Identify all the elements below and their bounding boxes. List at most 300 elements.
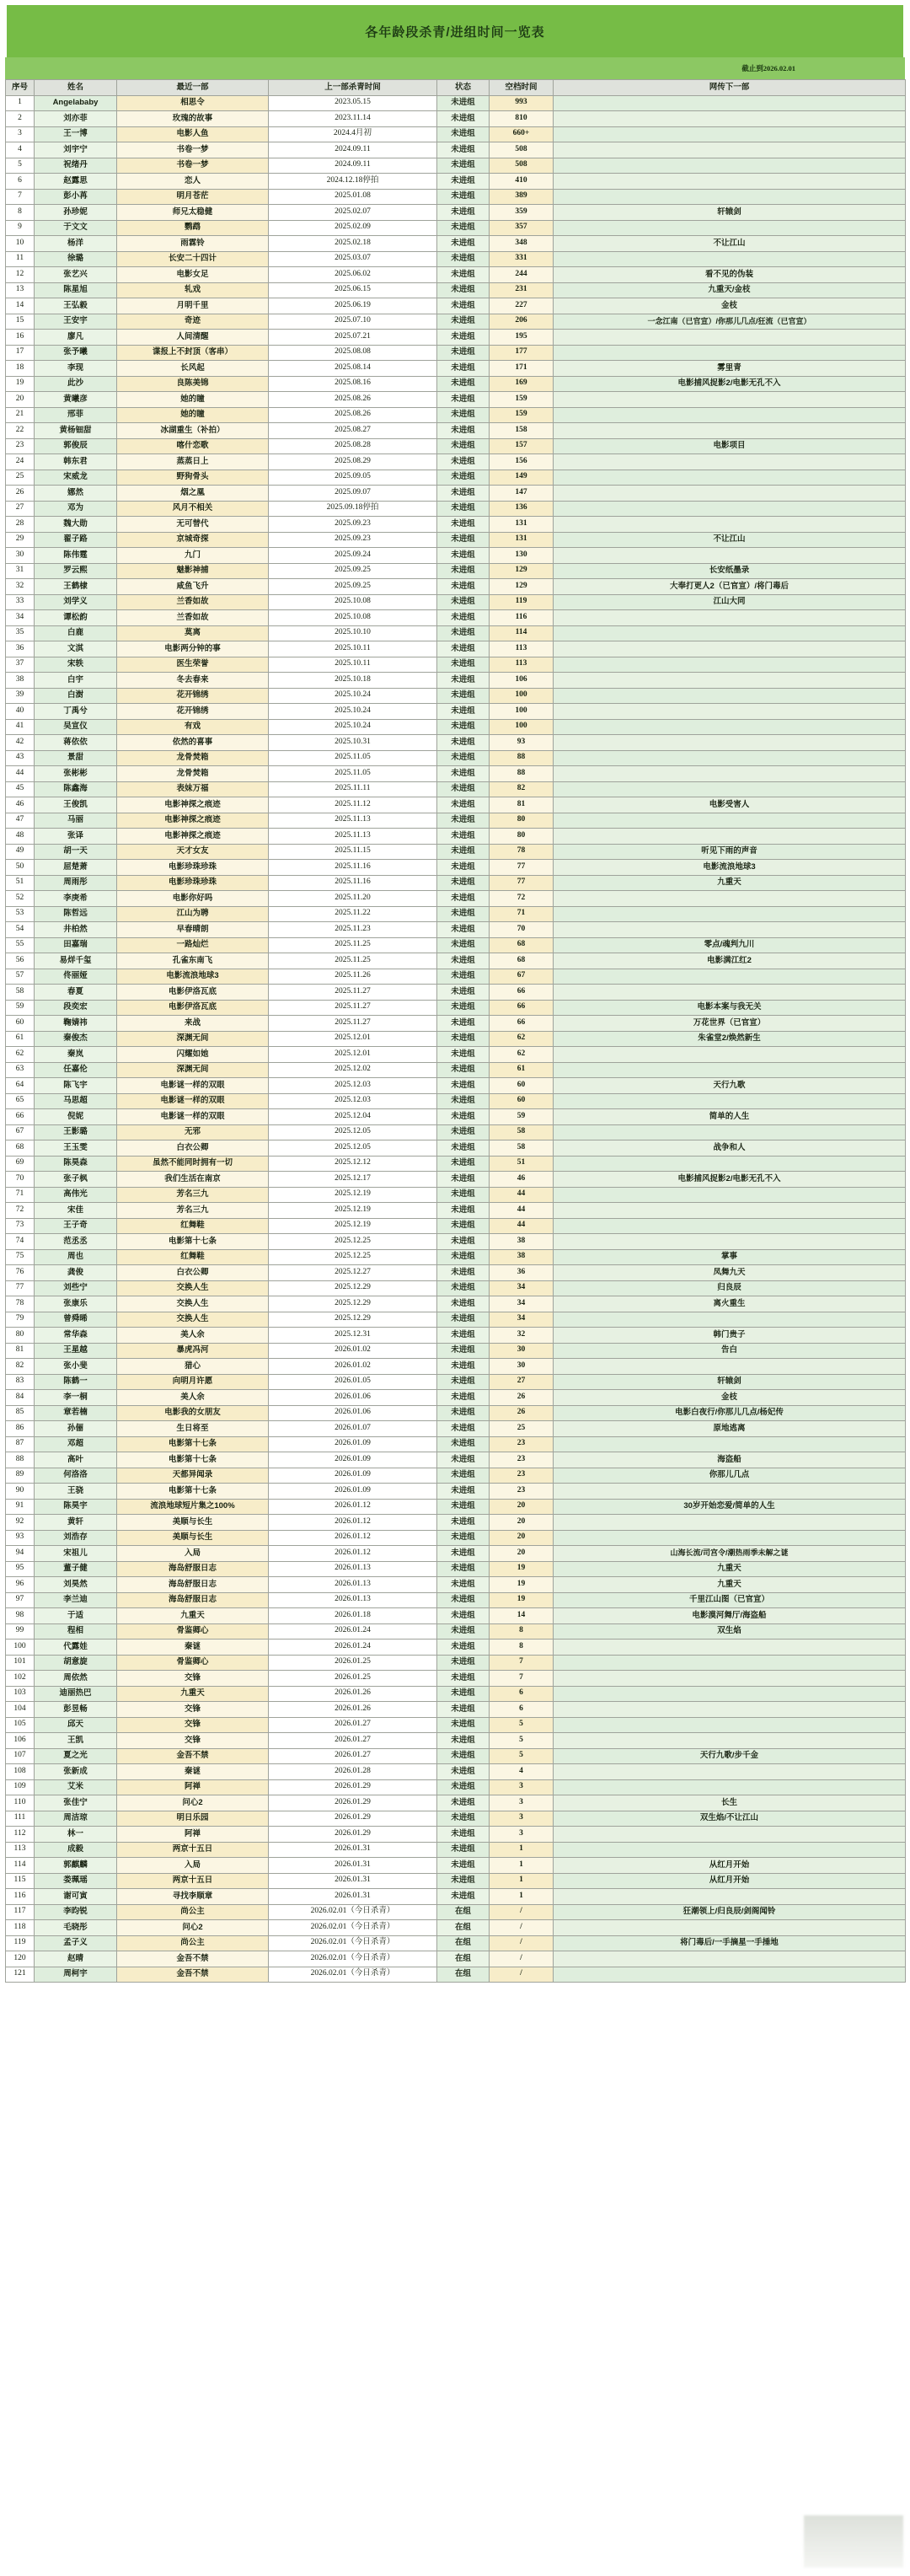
cell-idx: 3 <box>6 126 35 142</box>
cell-name: 章若楠 <box>35 1405 117 1421</box>
cell-name: 周洁琼 <box>35 1811 117 1827</box>
cell-work: 美人余 <box>117 1390 269 1406</box>
cell-state: 未进组 <box>437 875 490 891</box>
cell-idx: 34 <box>6 610 35 626</box>
cell-date: 2026.01.31 <box>269 1873 437 1889</box>
table-row <box>6 1858 906 1874</box>
table-row <box>6 142 906 158</box>
table-row <box>6 937 906 953</box>
cell-name: 周也 <box>35 1249 117 1265</box>
cell-date: 2025.06.02 <box>269 267 437 283</box>
cell-gap: 44 <box>490 1218 554 1234</box>
table-row <box>6 781 906 797</box>
cell-state: 未进组 <box>437 891 490 907</box>
cell-work: 江山为聘 <box>117 906 269 922</box>
cell-work: 电影谜一样的双眼 <box>117 1109 269 1125</box>
cell-state: 未进组 <box>437 1031 490 1047</box>
cell-next <box>554 657 906 673</box>
cell-gap: 23 <box>490 1468 554 1484</box>
cell-gap: 72 <box>490 891 554 907</box>
cell-next <box>554 1234 906 1250</box>
cell-idx: 49 <box>6 844 35 860</box>
cell-state: 未进组 <box>437 719 490 735</box>
cell-date: 2026.01.26 <box>269 1686 437 1702</box>
cell-idx: 13 <box>6 282 35 298</box>
cell-gap: 44 <box>490 1203 554 1219</box>
cell-idx: 83 <box>6 1374 35 1390</box>
table-row <box>6 392 906 408</box>
cell-name: 佟丽娅 <box>35 969 117 985</box>
cell-next: 电影白夜行/你那儿几点/杨妃传 <box>554 1405 906 1421</box>
cell-next: 看不见的伪装 <box>554 267 906 283</box>
cell-next <box>554 1640 906 1656</box>
table-row <box>6 1640 906 1656</box>
cell-name: 宋祖儿 <box>35 1546 117 1562</box>
cell-date: 2025.12.17 <box>269 1172 437 1188</box>
cell-idx: 44 <box>6 766 35 782</box>
cell-work: 入局 <box>117 1546 269 1562</box>
cell-state: 未进组 <box>437 1858 490 1874</box>
cell-next <box>554 220 906 236</box>
cell-gap: 131 <box>490 517 554 533</box>
cell-state: 未进组 <box>437 1811 490 1827</box>
cell-gap: 100 <box>490 688 554 704</box>
cell-date: 2025.07.21 <box>269 330 437 346</box>
cell-idx: 117 <box>6 1904 35 1920</box>
cell-gap: 23 <box>490 1452 554 1468</box>
cell-state: 未进组 <box>437 548 490 564</box>
cell-work: 依然的喜事 <box>117 735 269 751</box>
cell-idx: 95 <box>6 1561 35 1577</box>
cell-next <box>554 486 906 502</box>
cell-gap: 410 <box>490 174 554 190</box>
cell-name: 赵晴 <box>35 1951 117 1967</box>
cell-name: 王影璐 <box>35 1124 117 1140</box>
cell-date: 2025.10.24 <box>269 719 437 735</box>
cell-date: 2025.06.15 <box>269 282 437 298</box>
cell-date: 2025.11.15 <box>269 844 437 860</box>
cell-work: 尚公主 <box>117 1904 269 1920</box>
cell-work: 尚公主 <box>117 1935 269 1951</box>
table-row <box>6 282 906 298</box>
table-row <box>6 922 906 938</box>
cell-work: 两京十五日 <box>117 1873 269 1889</box>
table-row <box>6 1546 906 1562</box>
cell-next: 韩门贵子 <box>554 1328 906 1344</box>
cell-date: 2025.08.29 <box>269 454 437 470</box>
cell-idx: 106 <box>6 1733 35 1749</box>
cell-work: 电影神探之痕迹 <box>117 829 269 845</box>
cell-idx: 7 <box>6 189 35 205</box>
table-row <box>6 1218 906 1234</box>
table-row <box>6 298 906 314</box>
cell-state: 未进组 <box>437 579 490 595</box>
cell-date: 2025.02.18 <box>269 236 437 252</box>
cell-gap: 231 <box>490 282 554 298</box>
cell-next: 零点/魂判九川 <box>554 937 906 953</box>
cell-name: 王一博 <box>35 126 117 142</box>
cell-next <box>554 735 906 751</box>
cell-next: 原地逃离 <box>554 1421 906 1437</box>
cell-gap: 68 <box>490 953 554 969</box>
cell-work: 白衣公卿 <box>117 1265 269 1281</box>
cell-gap: 20 <box>490 1530 554 1546</box>
cell-idx: 48 <box>6 829 35 845</box>
cell-name: 孙珍妮 <box>35 205 117 221</box>
cell-name: 白鹿 <box>35 625 117 641</box>
cell-state: 未进组 <box>437 1717 490 1733</box>
table-row <box>6 563 906 579</box>
cell-idx: 6 <box>6 174 35 190</box>
cell-next <box>554 813 906 829</box>
cell-state: 未进组 <box>437 844 490 860</box>
cell-idx: 20 <box>6 392 35 408</box>
cell-state: 未进组 <box>437 1640 490 1656</box>
cell-name: 李庚希 <box>35 891 117 907</box>
cell-gap: 88 <box>490 750 554 766</box>
cell-state: 未进组 <box>437 1499 490 1515</box>
cell-state: 未进组 <box>437 953 490 969</box>
table-row <box>6 1359 906 1375</box>
cell-date: 2025.12.19 <box>269 1203 437 1219</box>
cell-state: 未进组 <box>437 1561 490 1577</box>
cell-gap: 508 <box>490 158 554 174</box>
cell-date: 2026.01.31 <box>269 1858 437 1874</box>
cell-state: 未进组 <box>437 1296 490 1312</box>
cell-idx: 61 <box>6 1031 35 1047</box>
cell-work: 明日乐园 <box>117 1811 269 1827</box>
table-row <box>6 610 906 626</box>
cell-idx: 63 <box>6 1062 35 1078</box>
cell-date: 2025.09.23 <box>269 532 437 548</box>
cell-state: 未进组 <box>437 220 490 236</box>
cell-work: 天都异闻录 <box>117 1468 269 1484</box>
cell-next <box>554 111 906 127</box>
cell-work: 烟之凰 <box>117 486 269 502</box>
cell-idx: 55 <box>6 937 35 953</box>
cell-name: 刘昊然 <box>35 1577 117 1593</box>
cell-work: 两京十五日 <box>117 1842 269 1858</box>
cell-idx: 41 <box>6 719 35 735</box>
table-row <box>6 1779 906 1795</box>
cell-work: 京城奇探 <box>117 532 269 548</box>
table-row <box>6 189 906 205</box>
cell-idx: 73 <box>6 1218 35 1234</box>
cell-work: 问心2 <box>117 1920 269 1936</box>
cell-idx: 98 <box>6 1608 35 1624</box>
cell-name: 刘学义 <box>35 594 117 610</box>
table-row <box>6 1343 906 1359</box>
cell-date: 2026.01.27 <box>269 1748 437 1764</box>
table-row <box>6 438 906 454</box>
table-row <box>6 1280 906 1296</box>
cell-date: 2025.12.29 <box>269 1296 437 1312</box>
cell-date: 2026.01.09 <box>269 1484 437 1500</box>
cell-next <box>554 1187 906 1203</box>
table-row <box>6 1499 906 1515</box>
cell-gap: 1 <box>490 1889 554 1905</box>
cell-date: 2026.02.01（今日杀青） <box>269 1920 437 1936</box>
cell-work: 红舞鞋 <box>117 1218 269 1234</box>
cell-date: 2025.09.07 <box>269 486 437 502</box>
cell-next: 长生 <box>554 1795 906 1811</box>
cell-idx: 89 <box>6 1468 35 1484</box>
cell-work: 良陈美锦 <box>117 376 269 392</box>
cell-date: 2025.06.19 <box>269 298 437 314</box>
cell-date: 2025.10.24 <box>269 688 437 704</box>
cell-name: 董子健 <box>35 1561 117 1577</box>
cell-name: 田嘉瑞 <box>35 937 117 953</box>
cell-idx: 108 <box>6 1764 35 1780</box>
cell-date: 2026.01.09 <box>269 1436 437 1452</box>
cell-state: 未进组 <box>437 688 490 704</box>
cell-name: 孟子义 <box>35 1935 117 1951</box>
cell-date: 2026.01.29 <box>269 1811 437 1827</box>
cell-next: 凤舞九天 <box>554 1265 906 1281</box>
cell-state: 在组 <box>437 1904 490 1920</box>
cell-date: 2026.02.01（今日杀青） <box>269 1951 437 1967</box>
cell-gap: 32 <box>490 1328 554 1344</box>
cell-gap: 51 <box>490 1156 554 1172</box>
schedule-table <box>5 79 906 1983</box>
cell-gap: 157 <box>490 438 554 454</box>
cell-work: 美顺与长生 <box>117 1530 269 1546</box>
cell-next: 大奉打更人2（已官宣）/将门毒后 <box>554 579 906 595</box>
cell-state: 未进组 <box>437 1686 490 1702</box>
cell-name: 王弘毅 <box>35 298 117 314</box>
cell-state: 未进组 <box>437 532 490 548</box>
cell-next: 一念江南（已官宣）/你那儿几点/狂流（已官宣） <box>554 314 906 330</box>
table-row <box>6 1686 906 1702</box>
cell-idx: 119 <box>6 1935 35 1951</box>
cell-name: 白澍 <box>35 688 117 704</box>
cell-state: 未进组 <box>437 158 490 174</box>
cell-state: 未进组 <box>437 1873 490 1889</box>
cell-work: 阿禅 <box>117 1827 269 1843</box>
cell-gap: 227 <box>490 298 554 314</box>
table-row <box>6 1623 906 1640</box>
cell-idx: 111 <box>6 1811 35 1827</box>
cell-idx: 5 <box>6 158 35 174</box>
table-row <box>6 1577 906 1593</box>
cell-idx: 66 <box>6 1109 35 1125</box>
cell-idx: 74 <box>6 1234 35 1250</box>
table-row <box>6 1764 906 1780</box>
cell-idx: 116 <box>6 1889 35 1905</box>
cell-gap: 113 <box>490 657 554 673</box>
cell-gap: 20 <box>490 1515 554 1531</box>
cell-idx: 62 <box>6 1047 35 1063</box>
cell-gap: 70 <box>490 922 554 938</box>
cell-date: 2025.08.14 <box>269 361 437 377</box>
cell-work: 芳名三九 <box>117 1187 269 1203</box>
cell-idx: 115 <box>6 1873 35 1889</box>
cell-next <box>554 158 906 174</box>
cell-date: 2025.11.22 <box>269 906 437 922</box>
cell-name: 范丞丞 <box>35 1234 117 1250</box>
cell-idx: 40 <box>6 704 35 720</box>
cell-state: 未进组 <box>437 860 490 876</box>
table-row <box>6 1748 906 1764</box>
cell-name: 于文文 <box>35 220 117 236</box>
table-row <box>6 1234 906 1250</box>
cell-work: 寻找李顺章 <box>117 1889 269 1905</box>
cell-idx: 39 <box>6 688 35 704</box>
cell-name: 丁禹兮 <box>35 704 117 720</box>
cell-name: 周柯宇 <box>35 1967 117 1983</box>
cell-name: 周依然 <box>35 1671 117 1687</box>
cell-name: 谢可寅 <box>35 1889 117 1905</box>
cell-work: 向明月许愿 <box>117 1374 269 1390</box>
cell-next <box>554 501 906 517</box>
cell-work: 书卷一梦 <box>117 158 269 174</box>
cell-name: 刘些宁 <box>35 1280 117 1296</box>
cell-gap: 171 <box>490 361 554 377</box>
cell-state: 未进组 <box>437 1156 490 1172</box>
cell-gap: 34 <box>490 1296 554 1312</box>
table-row <box>6 1000 906 1016</box>
cell-idx: 87 <box>6 1436 35 1452</box>
cell-work: 九重天 <box>117 1608 269 1624</box>
cell-gap: 20 <box>490 1499 554 1515</box>
table-row <box>6 1904 906 1920</box>
cell-state: 未进组 <box>437 1000 490 1016</box>
cell-date: 2025.11.13 <box>269 829 437 845</box>
cell-gap: 660+ <box>490 126 554 142</box>
cell-name: 马思超 <box>35 1093 117 1109</box>
cell-state: 未进组 <box>437 937 490 953</box>
cell-next: 电影满江红2 <box>554 953 906 969</box>
table-row <box>6 1093 906 1109</box>
cell-next: 简单的人生 <box>554 1109 906 1125</box>
cell-gap: 93 <box>490 735 554 751</box>
cell-gap: 3 <box>490 1795 554 1811</box>
cell-idx: 120 <box>6 1951 35 1967</box>
table-row <box>6 1515 906 1531</box>
cell-idx: 99 <box>6 1623 35 1640</box>
cell-date: 2025.10.11 <box>269 641 437 657</box>
cell-next: 电影流浪地球3 <box>554 860 906 876</box>
page-title: 各年龄段杀青/进组时间一览表 <box>365 24 545 40</box>
table-row <box>6 1889 906 1905</box>
cell-next: 雾里青 <box>554 361 906 377</box>
cell-work: 我们生活在南京 <box>117 1172 269 1188</box>
cell-work: 流浪地球短片集之100% <box>117 1499 269 1515</box>
cell-state: 未进组 <box>437 1343 490 1359</box>
cell-idx: 11 <box>6 251 35 267</box>
cell-state: 未进组 <box>437 361 490 377</box>
cell-next: 长安纸墨录 <box>554 563 906 579</box>
cell-name: 陈星旭 <box>35 282 117 298</box>
cell-idx: 75 <box>6 1249 35 1265</box>
cell-name: 黄轩 <box>35 1515 117 1531</box>
cell-work: 明月苍茫 <box>117 189 269 205</box>
cell-idx: 46 <box>6 797 35 813</box>
cell-date: 2025.11.13 <box>269 813 437 829</box>
cell-next <box>554 1671 906 1687</box>
cell-idx: 37 <box>6 657 35 673</box>
cell-gap: 26 <box>490 1405 554 1421</box>
cell-idx: 33 <box>6 594 35 610</box>
table-row <box>6 1920 906 1936</box>
cell-date: 2025.11.20 <box>269 891 437 907</box>
cell-work: 孔雀东南飞 <box>117 953 269 969</box>
table-row <box>6 844 906 860</box>
cell-state: 未进组 <box>437 735 490 751</box>
cell-state: 未进组 <box>437 501 490 517</box>
cell-idx: 114 <box>6 1858 35 1874</box>
cell-date: 2025.10.08 <box>269 594 437 610</box>
cell-name: 刘亦菲 <box>35 111 117 127</box>
cell-name: 易烊千玺 <box>35 953 117 969</box>
cell-name: 春夏 <box>35 985 117 1001</box>
cell-next <box>554 1733 906 1749</box>
cell-next <box>554 985 906 1001</box>
cell-date: 2026.01.05 <box>269 1374 437 1390</box>
cell-work: 人间清醒 <box>117 330 269 346</box>
cell-name: 陈鹤一 <box>35 1374 117 1390</box>
cell-date: 2025.12.25 <box>269 1249 437 1265</box>
cell-name: 祝绪丹 <box>35 158 117 174</box>
cell-idx: 53 <box>6 906 35 922</box>
table-row <box>6 236 906 252</box>
cell-gap: 130 <box>490 548 554 564</box>
cell-work: 电影谜一样的双眼 <box>117 1078 269 1094</box>
table-row <box>6 735 906 751</box>
cell-work: 秦谜 <box>117 1764 269 1780</box>
cell-name: 成毅 <box>35 1842 117 1858</box>
cell-work: 无可替代 <box>117 517 269 533</box>
table-row <box>6 1328 906 1344</box>
table-row <box>6 126 906 142</box>
cell-next <box>554 126 906 142</box>
cell-date: 2026.01.24 <box>269 1640 437 1656</box>
cell-name: 任嘉伦 <box>35 1062 117 1078</box>
cell-next <box>554 829 906 845</box>
cell-work: 冬去春来 <box>117 673 269 689</box>
cell-gap: 23 <box>490 1436 554 1452</box>
cell-next <box>554 673 906 689</box>
cell-name: 魏大勋 <box>35 517 117 533</box>
cell-gap: 114 <box>490 625 554 641</box>
cell-name: 张康乐 <box>35 1296 117 1312</box>
cell-gap: 3 <box>490 1827 554 1843</box>
cell-state: 未进组 <box>437 1484 490 1500</box>
cell-next <box>554 1967 906 1983</box>
cell-work: 花开锦绣 <box>117 688 269 704</box>
cell-next <box>554 1484 906 1500</box>
cell-gap: 78 <box>490 844 554 860</box>
cell-idx: 28 <box>6 517 35 533</box>
cell-state: 未进组 <box>437 142 490 158</box>
table-row <box>6 766 906 782</box>
cell-name: 倪妮 <box>35 1109 117 1125</box>
cell-name: 张译 <box>35 829 117 845</box>
table-row <box>6 158 906 174</box>
table-row <box>6 1795 906 1811</box>
cell-gap: 156 <box>490 454 554 470</box>
cell-state: 未进组 <box>437 174 490 190</box>
cell-name: 王子奇 <box>35 1218 117 1234</box>
cell-state: 未进组 <box>437 251 490 267</box>
cell-name: 于适 <box>35 1608 117 1624</box>
cell-date: 2026.01.06 <box>269 1390 437 1406</box>
cell-name: 邱天 <box>35 1717 117 1733</box>
cell-next: 金枝 <box>554 1390 906 1406</box>
cell-next <box>554 392 906 408</box>
cell-work: 问心2 <box>117 1795 269 1811</box>
cell-state: 未进组 <box>437 1468 490 1484</box>
